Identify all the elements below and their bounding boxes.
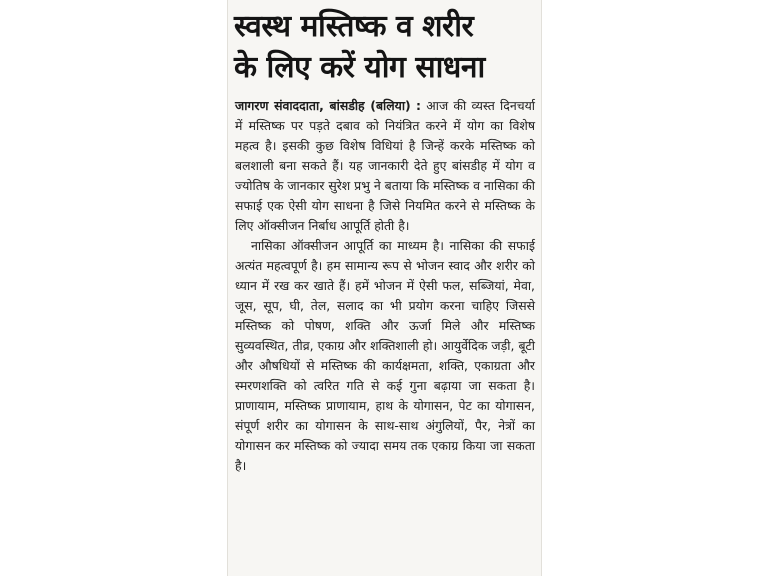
byline-separator: : (416, 98, 421, 113)
headline-line-1: स्वस्थ मस्तिष्क व शरीर (234, 9, 474, 44)
article-body (228, 88, 541, 476)
byline: जागरण संवाददाता, बांसडीह (बलिया) (235, 98, 411, 113)
paragraph-1-text: आज की व्यस्त दिनचर्या में मस्तिष्क पर पड़ते दबाव को नियंत्रित करने में योग का विशेष महत्व है। इसकी कुछ विशेष विधियां है जिन्हें करके मस्तिष्क को बलशाली बना सकते हैं। यह जानकारी देते हुए बांसडीह में योग व ज्योतिष के जानकार सुरेश प्रभु ने बताया कि मस्तिष्क व नासिका की सफाई एक ऐसी योग साधना है जिसे नियमित करने से मस्तिष्क के लिए ऑक्सीजन निर्बाध आपूर्ति होती है। (235, 98, 535, 233)
article-paragraph-2 (235, 236, 535, 476)
paragraph-2-text: नासिका ऑक्सीजन आपूर्ति का माध्यम है। नासिका की सफाई अत्यंत महत्वपूर्ण है। हम सामान्य रूप से भोजन स्वाद और शरीर को ध्यान में रख कर खाते हैं। हमें भोजन में ऐसी फल, सब्जियां, मेवा, जूस, सूप, घी, तेल, सलाद का भी प्रयोग करना चाहिए जिससे मस्तिष्क को पोषण, शक्ति और ऊर्जा मिले और मस्तिष्क सुव्यवस्थित, तीव्र, एकाग्र और शक्तिशाली हो। आयुर्वेदिक जड़ी, बूटी और औषधियों से मस्तिष्क की कार्यक्षमता, शक्ति, एकाग्रता और स्मरणशक्ति को त्वरित गति से कई गुना बढ़ाया जा सकता है। प्राणायाम, मस्तिष्क प्राणायाम, हाथ के योगासन, पेट का योगासन, संपूर्ण शरीर का योगासन के साथ-साथ अंगुलियों, पैर, नेत्रों का योगासन कर मस्तिष्क को ज्यादा समय तक एकाग्र किया जा सकता है। (235, 238, 535, 473)
article-paragraph-1 (235, 96, 535, 236)
article-headline (228, 0, 541, 88)
headline-line-2: के लिए करें योग साधना (234, 50, 485, 85)
newspaper-clipping (227, 0, 542, 576)
